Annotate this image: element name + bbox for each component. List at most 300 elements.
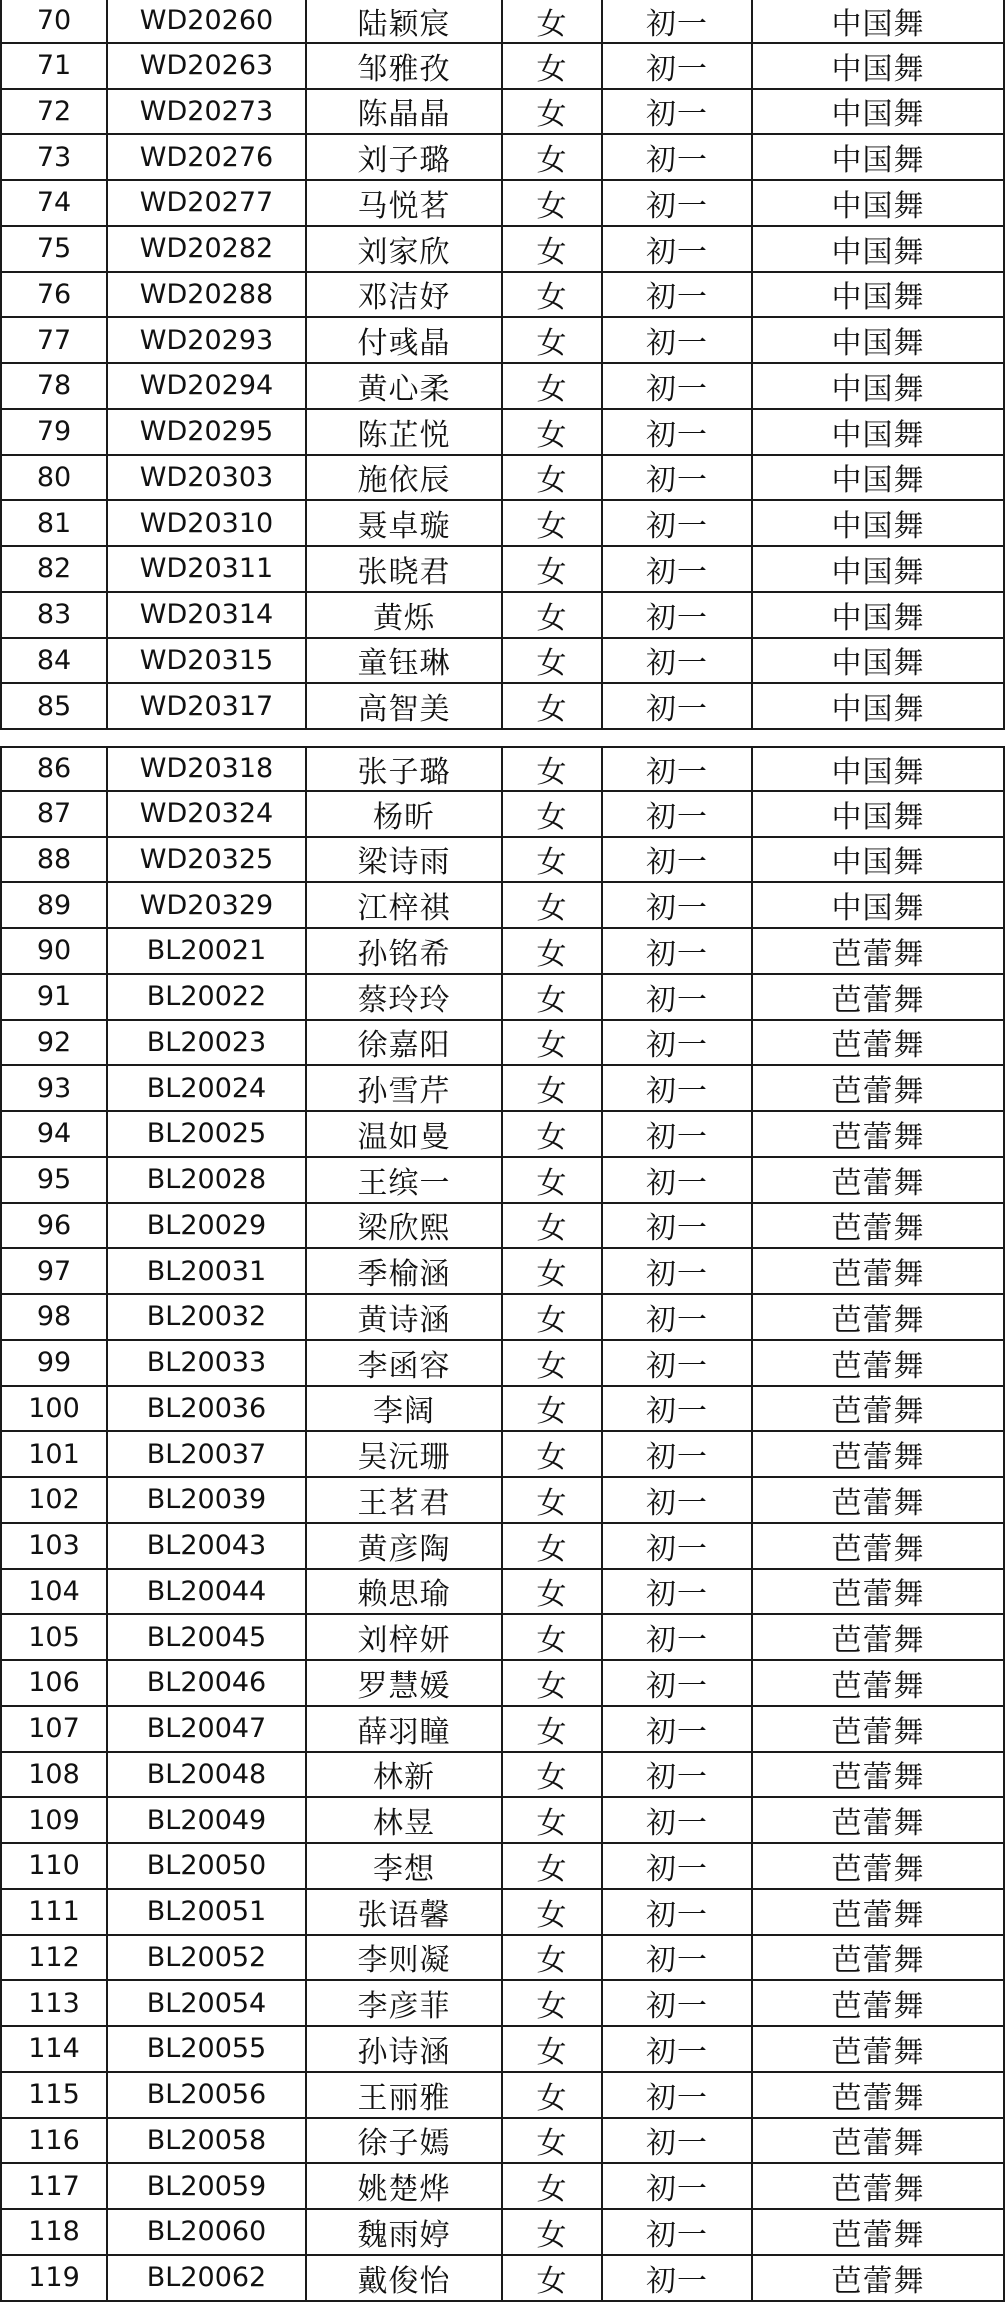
table-row	[0, 1570, 1005, 1616]
row-number-cell: 77	[0, 318, 108, 364]
student-id-cell: BL20059	[108, 2164, 307, 2210]
row-number-cell: 93	[0, 1066, 108, 1112]
student-id-cell: BL20029	[108, 1204, 307, 1250]
student-name-cell: 邓洁妤	[307, 273, 503, 319]
table-row	[0, 318, 1005, 364]
grade-cell: 初一	[603, 1341, 753, 1387]
gender-cell: 女	[503, 1981, 603, 2027]
major-cell: 芭蕾舞	[753, 1844, 1005, 1890]
major-cell: 芭蕾舞	[753, 1890, 1005, 1936]
major-cell: 中国舞	[753, 135, 1005, 181]
student-name-cell: 薛羽瞳	[307, 1707, 503, 1753]
student-name-cell: 邹雅孜	[307, 44, 503, 90]
table-row	[0, 2256, 1005, 2302]
row-number-cell: 116	[0, 2119, 108, 2165]
student-id-cell: BL20025	[108, 1112, 307, 1158]
grade-cell: 初一	[603, 684, 753, 730]
student-name-cell: 江梓祺	[307, 883, 503, 929]
grade-cell: 初一	[603, 1753, 753, 1799]
table-row	[0, 1478, 1005, 1524]
gender-cell: 女	[503, 1249, 603, 1295]
student-name-cell: 刘梓妍	[307, 1615, 503, 1661]
student-name-cell: 徐子嫣	[307, 2119, 503, 2165]
table-row	[0, 792, 1005, 838]
gender-cell: 女	[503, 0, 603, 44]
row-number-cell: 83	[0, 593, 108, 639]
row-number-cell: 84	[0, 639, 108, 685]
table-row	[0, 1112, 1005, 1158]
table-row	[0, 1249, 1005, 1295]
table-row	[0, 1432, 1005, 1478]
student-id-cell: WD20314	[108, 593, 307, 639]
row-number-cell: 107	[0, 1707, 108, 1753]
row-number-cell: 96	[0, 1204, 108, 1250]
gender-cell: 女	[503, 975, 603, 1021]
table-row	[0, 1981, 1005, 2027]
row-number-cell: 95	[0, 1158, 108, 1204]
major-cell: 中国舞	[753, 838, 1005, 884]
gender-cell: 女	[503, 44, 603, 90]
grade-cell: 初一	[603, 838, 753, 884]
table-row	[0, 1295, 1005, 1341]
row-number-cell: 82	[0, 547, 108, 593]
row-number-cell: 94	[0, 1112, 108, 1158]
student-id-cell: BL20060	[108, 2210, 307, 2256]
student-id-cell: WD20260	[108, 0, 307, 44]
gender-cell: 女	[503, 273, 603, 319]
major-cell: 芭蕾舞	[753, 1524, 1005, 1570]
gender-cell: 女	[503, 410, 603, 456]
student-id-cell: WD20324	[108, 792, 307, 838]
row-number-cell: 73	[0, 135, 108, 181]
major-cell: 芭蕾舞	[753, 1341, 1005, 1387]
student-name-cell: 李想	[307, 1844, 503, 1890]
major-cell: 芭蕾舞	[753, 1707, 1005, 1753]
grade-cell: 初一	[603, 44, 753, 90]
major-cell: 芭蕾舞	[753, 2119, 1005, 2165]
table-row	[0, 1204, 1005, 1250]
student-name-cell: 赖思瑜	[307, 1570, 503, 1616]
grade-cell: 初一	[603, 1890, 753, 1936]
table-row	[0, 1798, 1005, 1844]
grade-cell: 初一	[603, 1570, 753, 1616]
grade-cell: 初一	[603, 1661, 753, 1707]
gender-cell: 女	[503, 2164, 603, 2210]
grade-cell: 初一	[603, 2164, 753, 2210]
table-row	[0, 2119, 1005, 2165]
grade-cell: 初一	[603, 975, 753, 1021]
row-number-cell: 98	[0, 1295, 108, 1341]
major-cell: 芭蕾舞	[753, 1570, 1005, 1616]
student-id-cell: BL20045	[108, 1615, 307, 1661]
major-cell: 芭蕾舞	[753, 975, 1005, 1021]
student-id-cell: BL20048	[108, 1753, 307, 1799]
student-id-cell: BL20036	[108, 1387, 307, 1433]
student-id-cell: WD20263	[108, 44, 307, 90]
grade-cell: 初一	[603, 1249, 753, 1295]
student-id-cell: BL20051	[108, 1890, 307, 1936]
gender-cell: 女	[503, 2210, 603, 2256]
grade-cell: 初一	[603, 1387, 753, 1433]
student-name-cell: 徐嘉阳	[307, 1021, 503, 1067]
major-cell: 芭蕾舞	[753, 929, 1005, 975]
student-name-cell: 付彧晶	[307, 318, 503, 364]
student-name-cell: 戴俊怡	[307, 2256, 503, 2302]
row-number-cell: 119	[0, 2256, 108, 2302]
gender-cell: 女	[503, 547, 603, 593]
row-number-cell: 100	[0, 1387, 108, 1433]
grade-cell: 初一	[603, 1432, 753, 1478]
student-id-cell: BL20021	[108, 929, 307, 975]
major-cell: 芭蕾舞	[753, 2210, 1005, 2256]
grade-cell: 初一	[603, 929, 753, 975]
gender-cell: 女	[503, 501, 603, 547]
student-id-cell: WD20318	[108, 746, 307, 792]
student-id-cell: BL20023	[108, 1021, 307, 1067]
table-row	[0, 410, 1005, 456]
gender-cell: 女	[503, 364, 603, 410]
major-cell: 芭蕾舞	[753, 1798, 1005, 1844]
gender-cell: 女	[503, 1066, 603, 1112]
grade-cell: 初一	[603, 2210, 753, 2256]
student-name-cell: 聂卓璇	[307, 501, 503, 547]
row-number-cell: 97	[0, 1249, 108, 1295]
row-number-cell: 91	[0, 975, 108, 1021]
grade-cell: 初一	[603, 2256, 753, 2302]
student-id-cell: BL20054	[108, 1981, 307, 2027]
grade-cell: 初一	[603, 1295, 753, 1341]
major-cell: 中国舞	[753, 639, 1005, 685]
student-name-cell: 张语馨	[307, 1890, 503, 1936]
gender-cell: 女	[503, 1615, 603, 1661]
student-name-cell: 蔡玲玲	[307, 975, 503, 1021]
major-cell: 芭蕾舞	[753, 1158, 1005, 1204]
grade-cell: 初一	[603, 1478, 753, 1524]
grade-cell: 初一	[603, 746, 753, 792]
major-cell: 芭蕾舞	[753, 1066, 1005, 1112]
grade-cell: 初一	[603, 135, 753, 181]
major-cell: 芭蕾舞	[753, 2164, 1005, 2210]
major-cell: 中国舞	[753, 181, 1005, 227]
student-id-cell: BL20046	[108, 1661, 307, 1707]
grade-cell: 初一	[603, 1158, 753, 1204]
grade-cell: 初一	[603, 501, 753, 547]
student-name-cell: 魏雨婷	[307, 2210, 503, 2256]
gender-cell: 女	[503, 1432, 603, 1478]
gender-cell: 女	[503, 1798, 603, 1844]
gender-cell: 女	[503, 1021, 603, 1067]
gender-cell: 女	[503, 1295, 603, 1341]
gender-cell: 女	[503, 1112, 603, 1158]
student-id-cell: WD20315	[108, 639, 307, 685]
gender-cell: 女	[503, 456, 603, 502]
major-cell: 中国舞	[753, 364, 1005, 410]
grade-cell: 初一	[603, 364, 753, 410]
student-id-cell: WD20325	[108, 838, 307, 884]
student-name-cell: 罗慧媛	[307, 1661, 503, 1707]
table-row	[0, 1707, 1005, 1753]
student-name-cell: 王茗君	[307, 1478, 503, 1524]
table-row	[0, 1753, 1005, 1799]
table-row	[0, 364, 1005, 410]
gender-cell: 女	[503, 1158, 603, 1204]
gender-cell: 女	[503, 2027, 603, 2073]
gender-cell: 女	[503, 1570, 603, 1616]
major-cell: 芭蕾舞	[753, 2027, 1005, 2073]
row-number-cell: 70	[0, 0, 108, 44]
student-name-cell: 黄烁	[307, 593, 503, 639]
major-cell: 芭蕾舞	[753, 1204, 1005, 1250]
row-number-cell: 71	[0, 44, 108, 90]
row-number-cell: 111	[0, 1890, 108, 1936]
student-name-cell: 陈晶晶	[307, 90, 503, 136]
student-name-cell: 李阔	[307, 1387, 503, 1433]
major-cell: 芭蕾舞	[753, 1661, 1005, 1707]
row-number-cell: 92	[0, 1021, 108, 1067]
student-id-cell: BL20031	[108, 1249, 307, 1295]
student-id-cell: WD20293	[108, 318, 307, 364]
major-cell: 中国舞	[753, 593, 1005, 639]
student-name-cell: 孙诗涵	[307, 2027, 503, 2073]
gender-cell: 女	[503, 929, 603, 975]
student-name-cell: 姚楚烨	[307, 2164, 503, 2210]
major-cell: 中国舞	[753, 684, 1005, 730]
student-id-cell: WD20317	[108, 684, 307, 730]
student-id-cell: WD20276	[108, 135, 307, 181]
major-cell: 芭蕾舞	[753, 2256, 1005, 2302]
row-number-cell: 101	[0, 1432, 108, 1478]
grade-cell: 初一	[603, 1707, 753, 1753]
student-name-cell: 王丽雅	[307, 2073, 503, 2119]
gender-cell: 女	[503, 792, 603, 838]
student-name-cell: 梁诗雨	[307, 838, 503, 884]
grade-cell: 初一	[603, 181, 753, 227]
gender-cell: 女	[503, 1341, 603, 1387]
major-cell: 中国舞	[753, 547, 1005, 593]
row-number-cell: 74	[0, 181, 108, 227]
student-name-cell: 孙雪芹	[307, 1066, 503, 1112]
grade-cell: 初一	[603, 1936, 753, 1982]
gender-cell: 女	[503, 1936, 603, 1982]
gender-cell: 女	[503, 318, 603, 364]
gender-cell: 女	[503, 2073, 603, 2119]
gender-cell: 女	[503, 684, 603, 730]
major-cell: 中国舞	[753, 746, 1005, 792]
student-name-cell: 李则凝	[307, 1936, 503, 1982]
major-cell: 芭蕾舞	[753, 1615, 1005, 1661]
student-name-cell: 施依辰	[307, 456, 503, 502]
major-cell: 中国舞	[753, 410, 1005, 456]
student-name-cell: 陈芷悦	[307, 410, 503, 456]
row-number-cell: 109	[0, 1798, 108, 1844]
student-id-cell: BL20056	[108, 2073, 307, 2119]
gender-cell: 女	[503, 1204, 603, 1250]
grade-cell: 初一	[603, 639, 753, 685]
table-row	[0, 1158, 1005, 1204]
table-row	[0, 684, 1005, 730]
major-cell: 芭蕾舞	[753, 1432, 1005, 1478]
gender-cell: 女	[503, 2119, 603, 2165]
major-cell: 芭蕾舞	[753, 2073, 1005, 2119]
student-id-cell: WD20311	[108, 547, 307, 593]
row-number-cell: 75	[0, 227, 108, 273]
student-id-cell: BL20058	[108, 2119, 307, 2165]
gender-cell: 女	[503, 1707, 603, 1753]
table-row	[0, 181, 1005, 227]
table-row	[0, 746, 1005, 792]
gender-cell: 女	[503, 1890, 603, 1936]
student-table-part-1	[0, 0, 1005, 730]
table-row	[0, 1890, 1005, 1936]
grade-cell: 初一	[603, 90, 753, 136]
row-number-cell: 118	[0, 2210, 108, 2256]
grade-cell: 初一	[603, 2119, 753, 2165]
student-name-cell: 孙铭希	[307, 929, 503, 975]
student-id-cell: BL20032	[108, 1295, 307, 1341]
gender-cell: 女	[503, 1524, 603, 1570]
major-cell: 芭蕾舞	[753, 1021, 1005, 1067]
student-id-cell: BL20062	[108, 2256, 307, 2302]
gender-cell: 女	[503, 1844, 603, 1890]
table-row	[0, 975, 1005, 1021]
major-cell: 芭蕾舞	[753, 1981, 1005, 2027]
student-name-cell: 高智美	[307, 684, 503, 730]
table-row	[0, 547, 1005, 593]
student-name-cell: 杨昕	[307, 792, 503, 838]
major-cell: 中国舞	[753, 501, 1005, 547]
row-number-cell: 110	[0, 1844, 108, 1890]
gender-cell: 女	[503, 181, 603, 227]
table-row	[0, 593, 1005, 639]
gender-cell: 女	[503, 135, 603, 181]
row-number-cell: 105	[0, 1615, 108, 1661]
student-id-cell: BL20043	[108, 1524, 307, 1570]
major-cell: 中国舞	[753, 90, 1005, 136]
row-number-cell: 108	[0, 1753, 108, 1799]
grade-cell: 初一	[603, 1981, 753, 2027]
row-number-cell: 72	[0, 90, 108, 136]
table-row	[0, 456, 1005, 502]
row-number-cell: 87	[0, 792, 108, 838]
row-number-cell: 103	[0, 1524, 108, 1570]
table-row	[0, 883, 1005, 929]
grade-cell: 初一	[603, 547, 753, 593]
grade-cell: 初一	[603, 1112, 753, 1158]
student-id-cell: WD20294	[108, 364, 307, 410]
grade-cell: 初一	[603, 883, 753, 929]
table-row	[0, 929, 1005, 975]
student-id-cell: BL20050	[108, 1844, 307, 1890]
student-name-cell: 温如曼	[307, 1112, 503, 1158]
table-row	[0, 135, 1005, 181]
student-name-cell: 李函容	[307, 1341, 503, 1387]
gender-cell: 女	[503, 1387, 603, 1433]
student-name-cell: 黄心柔	[307, 364, 503, 410]
student-id-cell: BL20022	[108, 975, 307, 1021]
student-id-cell: BL20037	[108, 1432, 307, 1478]
grade-cell: 初一	[603, 792, 753, 838]
student-id-cell: BL20049	[108, 1798, 307, 1844]
table-row	[0, 838, 1005, 884]
student-name-cell: 张子璐	[307, 746, 503, 792]
student-name-cell: 童钰琳	[307, 639, 503, 685]
gender-cell: 女	[503, 639, 603, 685]
row-number-cell: 85	[0, 684, 108, 730]
table-row	[0, 44, 1005, 90]
student-id-cell: BL20028	[108, 1158, 307, 1204]
student-name-cell: 季榆涵	[307, 1249, 503, 1295]
table-row	[0, 1066, 1005, 1112]
student-id-cell: BL20055	[108, 2027, 307, 2073]
student-name-cell: 吴沅珊	[307, 1432, 503, 1478]
grade-cell: 初一	[603, 1615, 753, 1661]
table-row	[0, 2164, 1005, 2210]
grade-cell: 初一	[603, 1524, 753, 1570]
row-number-cell: 115	[0, 2073, 108, 2119]
gender-cell: 女	[503, 227, 603, 273]
major-cell: 芭蕾舞	[753, 1387, 1005, 1433]
row-number-cell: 90	[0, 929, 108, 975]
student-id-cell: BL20047	[108, 1707, 307, 1753]
major-cell: 中国舞	[753, 273, 1005, 319]
row-number-cell: 79	[0, 410, 108, 456]
major-cell: 中国舞	[753, 318, 1005, 364]
major-cell: 中国舞	[753, 456, 1005, 502]
gender-cell: 女	[503, 1478, 603, 1524]
major-cell: 中国舞	[753, 0, 1005, 44]
row-number-cell: 106	[0, 1661, 108, 1707]
major-cell: 芭蕾舞	[753, 1936, 1005, 1982]
student-id-cell: WD20303	[108, 456, 307, 502]
table-row	[0, 1341, 1005, 1387]
table-row	[0, 1661, 1005, 1707]
student-id-cell: BL20044	[108, 1570, 307, 1616]
grade-cell: 初一	[603, 456, 753, 502]
student-name-cell: 张晓君	[307, 547, 503, 593]
major-cell: 中国舞	[753, 883, 1005, 929]
table-row	[0, 1844, 1005, 1890]
student-id-cell: WD20295	[108, 410, 307, 456]
student-id-cell: BL20052	[108, 1936, 307, 1982]
student-id-cell: WD20282	[108, 227, 307, 273]
table-row	[0, 639, 1005, 685]
grade-cell: 初一	[603, 1798, 753, 1844]
student-id-cell: WD20277	[108, 181, 307, 227]
grade-cell: 初一	[603, 1021, 753, 1067]
row-number-cell: 81	[0, 501, 108, 547]
student-id-cell: BL20039	[108, 1478, 307, 1524]
student-table-part-2	[0, 746, 1005, 2302]
grade-cell: 初一	[603, 273, 753, 319]
table-row	[0, 2210, 1005, 2256]
grade-cell: 初一	[603, 1066, 753, 1112]
student-id-cell: WD20288	[108, 273, 307, 319]
table-row	[0, 1615, 1005, 1661]
table-row	[0, 2027, 1005, 2073]
grade-cell: 初一	[603, 2027, 753, 2073]
student-id-cell: WD20273	[108, 90, 307, 136]
row-number-cell: 88	[0, 838, 108, 884]
gender-cell: 女	[503, 1753, 603, 1799]
student-name-cell: 黄彦陶	[307, 1524, 503, 1570]
table-row	[0, 1524, 1005, 1570]
row-number-cell: 76	[0, 273, 108, 319]
table-row	[0, 1387, 1005, 1433]
grade-cell: 初一	[603, 0, 753, 44]
table-row	[0, 501, 1005, 547]
table-row	[0, 1936, 1005, 1982]
gender-cell: 女	[503, 1661, 603, 1707]
